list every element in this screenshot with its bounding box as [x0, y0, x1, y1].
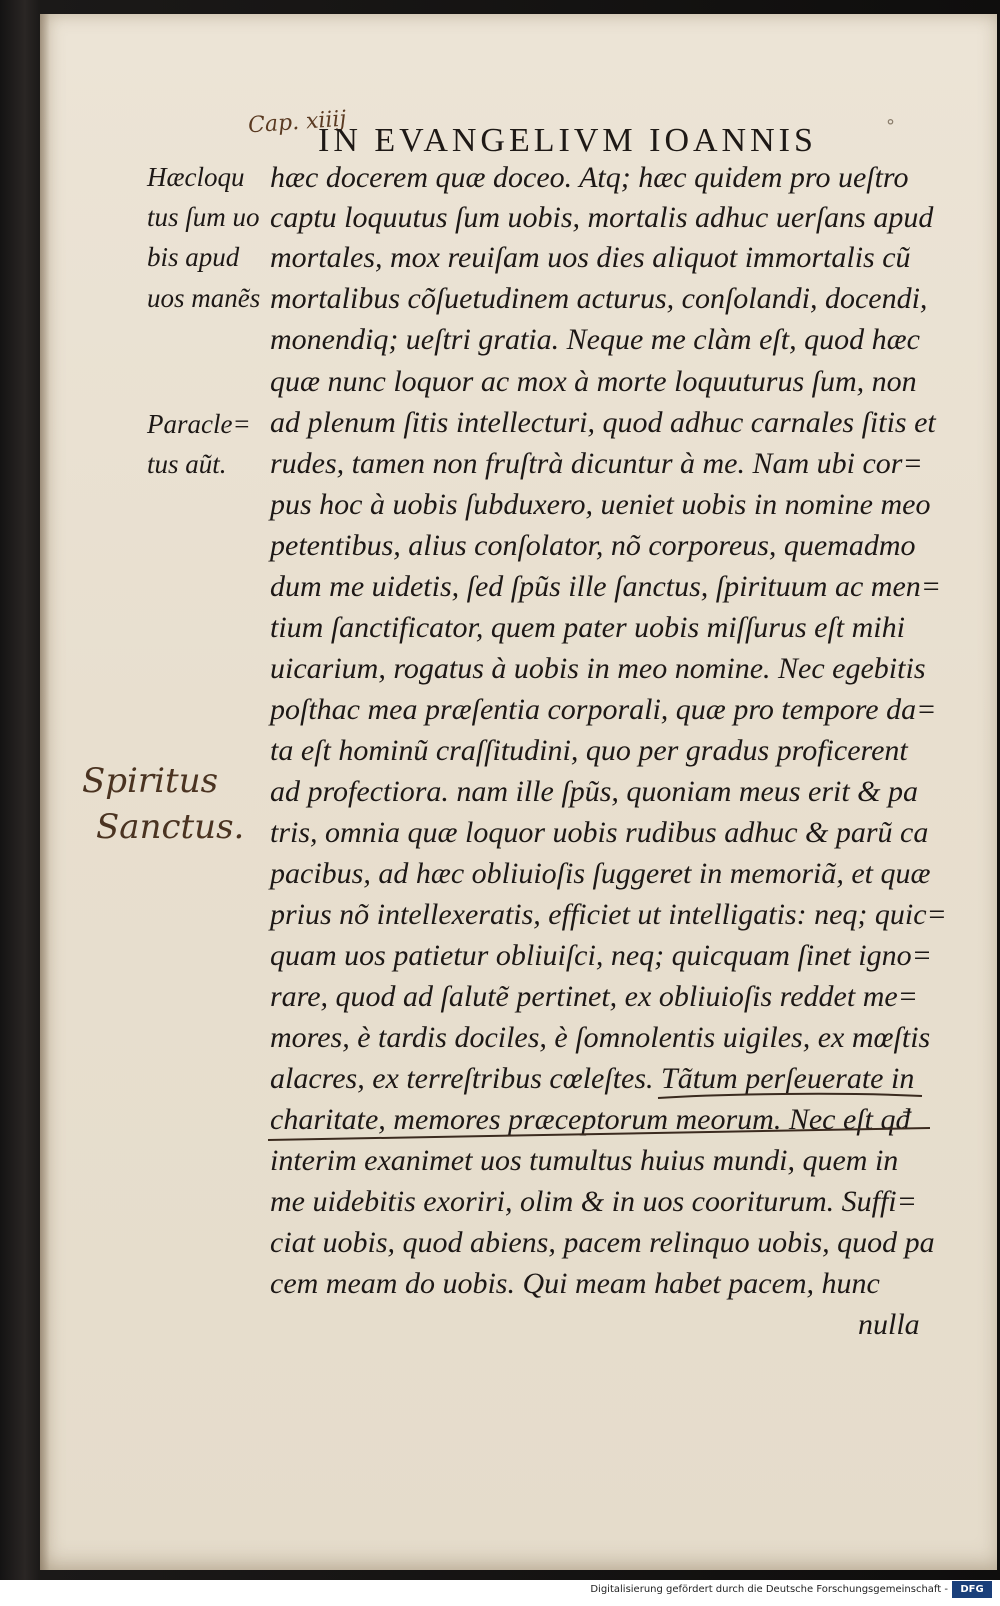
margin-note: tus aũt.: [147, 449, 227, 479]
text-line: dum me uidetis, ſed ſpũs ille ſanctus, ſpirituum ac men=: [270, 570, 942, 603]
margin-note: Paracle=: [147, 409, 251, 439]
text-line: captu loquutus ſum uobis, mortalis adhuc uerſans apud: [270, 201, 934, 234]
text-line: prius nõ intellexeratis, efficiet ut intelligatis: neq; quic=: [270, 898, 947, 931]
text-line: uicarium, rogatus à uobis in meo nomine. Nec egebitis: [270, 652, 926, 685]
dfg-logo: DFG: [952, 1581, 992, 1598]
text-line: monendiq; ueſtri gratia. Neque me clàm eſt, quod hæc: [270, 323, 920, 356]
handwritten-chapter-note: Cap. xiiij: [247, 106, 348, 139]
text-line: pacibus, ad hæc obliuioſis ſuggeret in memoriã, et quæ: [270, 857, 931, 890]
text-line: ciat uobis, quod abiens, pacem relinquo uobis, quod pa: [270, 1226, 935, 1259]
text-line: me uidebitis exoriri, olim & in uos cooriturum. Suffi=: [270, 1185, 917, 1218]
handwritten-margin-note: Spiritus: [82, 761, 219, 801]
text-line: poſthac mea præſentia corporali, quæ pro tempore da=: [270, 693, 937, 726]
text-line: mortales, mox reuiſam uos dies aliquot immortalis cũ: [270, 241, 911, 274]
text-line: quam uos patietur obliuiſci, neq; quicquam ſinet igno=: [270, 939, 932, 972]
text-line: tium ſanctificator, quem pater uobis miſſurus eſt mihi: [270, 611, 905, 644]
margin-note: Hæcloqu: [147, 162, 245, 192]
text-line: ta eſt hominũ craſſitudini, quo per gradus proficerent: [270, 734, 908, 767]
text-line: charitate, memores præceptorum meorum. Nec eſt qđ: [270, 1103, 911, 1136]
margin-note: tus ſum uo: [147, 202, 260, 232]
margin-note: bis apud: [147, 242, 240, 272]
handwritten-margin-note: Sanctus.: [96, 807, 245, 847]
text-line: hæc docerem quæ doceo. Atq; hæc quidem pro ueſtro: [270, 161, 909, 194]
text-line: alacres, ex terreſtribus cœleſtes. Tãtum perſeuerate in: [270, 1062, 915, 1095]
text-line: ad profectiora. nam ille ſpũs, quoniam meus erit & pa: [270, 775, 919, 808]
text-line: cem meam do uobis. Qui meam habet pacem, hunc: [270, 1267, 880, 1300]
text-line: rare, quod ad ſalutẽ pertinet, ex obliuioſis reddet me=: [270, 980, 918, 1013]
text-line: petentibus, alius conſolator, nõ corporeus, quemadmo: [270, 529, 916, 562]
text-line: pus hoc à uobis ſubduxero, ueniet uobis in nomine meo: [270, 488, 931, 521]
corner-mark-icon: °: [886, 116, 895, 137]
text-line: ad plenum ſitis intellecturi, quod adhuc carnales ſitis et: [270, 406, 936, 439]
text-line: tris, omnia quæ loquor uobis rudibus adhuc & parũ ca: [270, 816, 929, 849]
running-head: IN EVANGELIVM IOANNIS: [318, 122, 817, 159]
text-line: mores, è tardis dociles, è ſomnolentis uigiles, ex mœſtis: [270, 1021, 931, 1054]
text-line: rudes, tamen non fruſtrà dicuntur à me. Nam ubi cor=: [270, 447, 923, 480]
text-line: mortalibus cõſuetudinem acturus, conſolandi, docendi,: [270, 282, 928, 315]
catchword: nulla: [858, 1308, 920, 1341]
text-line: interim exanimet uos tumultus huius mundi, quem in: [270, 1144, 899, 1177]
text-line: quæ nunc loquor ac mox à morte loquuturus ſum, non: [270, 365, 917, 398]
margin-note: uos manẽs: [147, 283, 261, 313]
digitization-credit: Digitalisierung gefördert durch die Deutsche Forschungsgemeinschaft -: [590, 1584, 948, 1595]
